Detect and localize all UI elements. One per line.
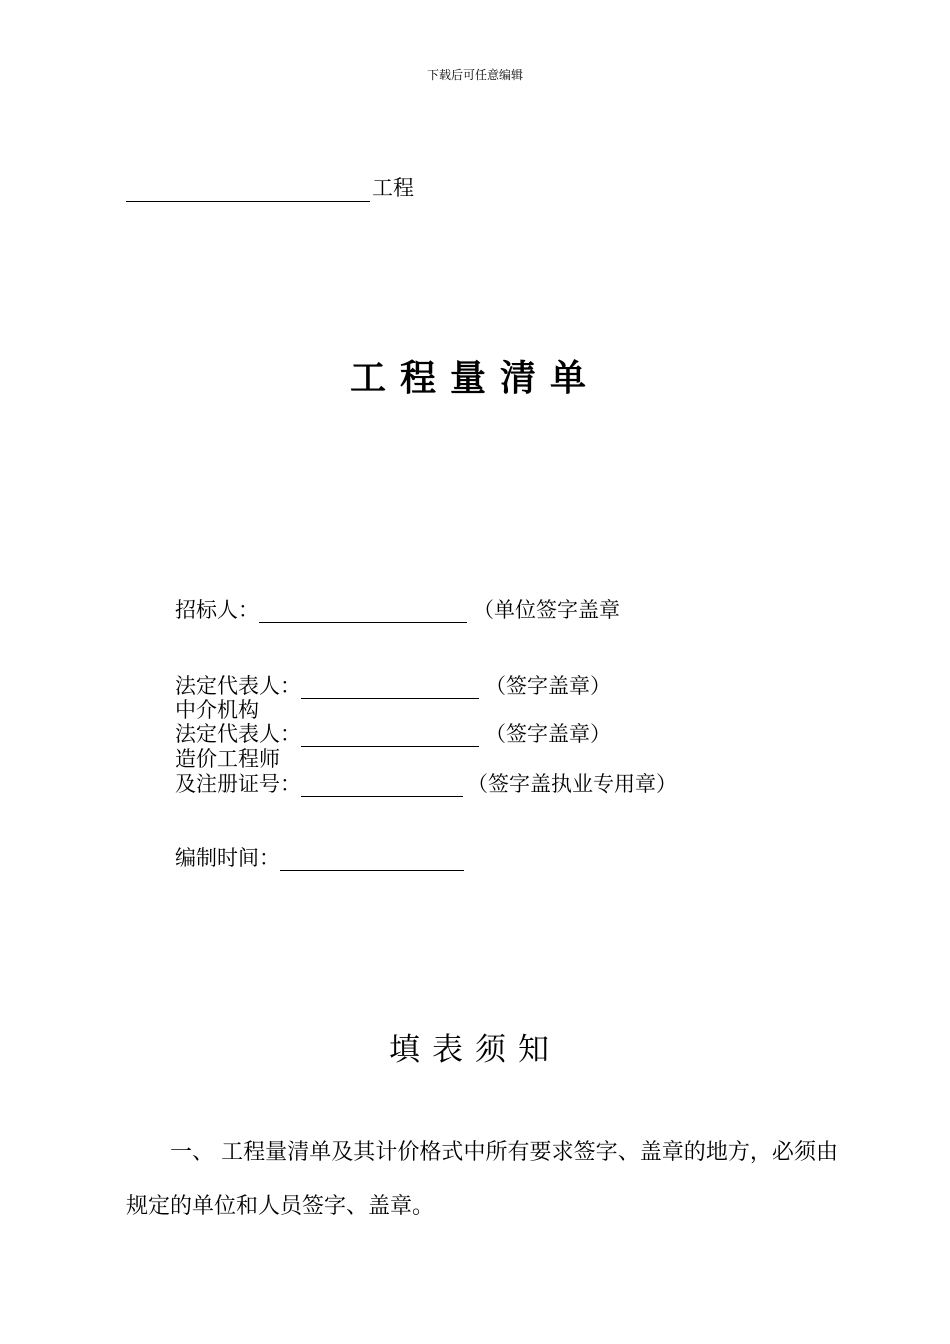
tenderer-note: （单位签字盖章 (473, 598, 620, 622)
header-note: 下载后可任意编辑 (426, 68, 523, 82)
legal-rep-row (175, 673, 611, 699)
agency-legal-rep-row (175, 721, 611, 747)
agency-legal-rep-blank[interactable] (301, 724, 479, 747)
tenderer-blank[interactable] (259, 600, 467, 623)
reg-no-note: （签字盖执业专用章） (467, 772, 677, 796)
page-title: 工程量清单 (349, 358, 600, 399)
date-row (175, 845, 464, 871)
date-label: 编制时间： (175, 846, 280, 870)
legal-rep-blank[interactable] (301, 676, 479, 699)
date-blank[interactable] (280, 848, 464, 871)
reg-no-row (175, 771, 677, 797)
notice-paragraph: 一、 工程量清单及其计价格式中所有要求签字、盖章的地方，必须由规定的单位和人员签字、盖章。 (126, 1140, 838, 1219)
agency-label: 中介机构 (175, 698, 259, 722)
notice-title: 填表须知 (389, 1032, 561, 1068)
project-suffix: 工程 (372, 176, 414, 200)
reg-no-blank[interactable] (301, 774, 463, 797)
legal-rep-label: 法定代表人： (175, 674, 301, 698)
project-name-blank[interactable] (126, 179, 370, 202)
tenderer-row (175, 597, 620, 623)
agency-legal-rep-note: （签字盖章） (485, 722, 611, 746)
project-name-line (126, 172, 414, 202)
reg-no-label: 及注册证号： (175, 772, 301, 796)
tenderer-label: 招标人： (175, 598, 259, 622)
engineer-label: 造价工程师 (175, 747, 280, 771)
legal-rep-note: （签字盖章） (485, 674, 611, 698)
agency-legal-rep-label: 法定代表人： (175, 722, 301, 746)
